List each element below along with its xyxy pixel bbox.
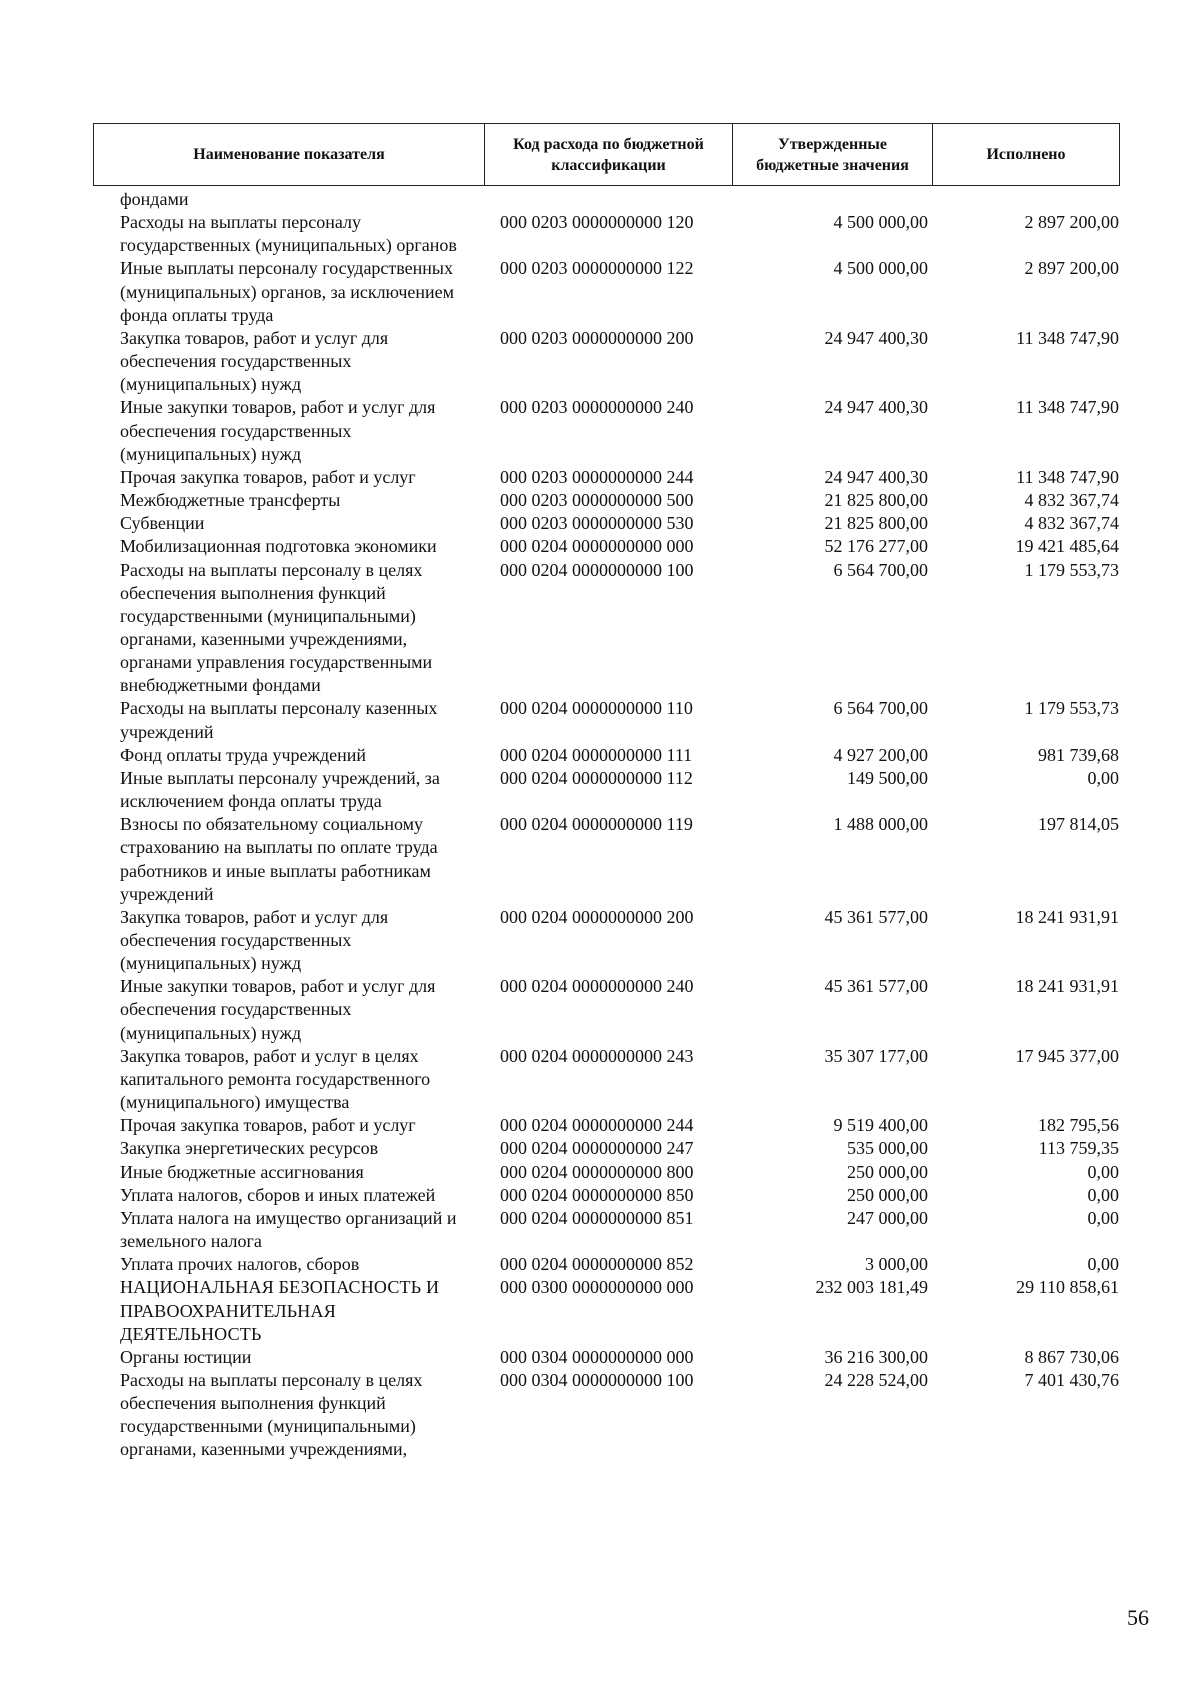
table-row	[0, 813, 1200, 906]
row-executed: 2 897 200,00	[1024, 212, 1119, 233]
table-row	[0, 211, 1200, 257]
table-body	[0, 188, 1200, 1462]
row-name: Прочая закупка товаров, работ и услуг	[120, 1115, 416, 1136]
row-name: Расходы на выплаты персоналу государственных (муниципальных) органов	[120, 212, 457, 256]
row-executed: 0,00	[1087, 1254, 1119, 1275]
table-row	[0, 744, 1200, 767]
page-number: 56	[1127, 1605, 1149, 1630]
table-row	[0, 512, 1200, 535]
row-approved: 6 564 700,00	[833, 698, 928, 719]
table-row	[0, 1276, 1200, 1345]
row-executed: 18 241 931,91	[1015, 906, 1119, 927]
row-name: Иные закупки товаров, работ и услуг для обеспечения государственных (муниципальных) нужд	[120, 397, 436, 464]
row-approved: 3 000,00	[865, 1254, 928, 1275]
row-name: НАЦИОНАЛЬНАЯ БЕЗОПАСНОСТЬ И ПРАВООХРАНИТЕЛЬНАЯ ДЕЯТЕЛЬНОСТЬ	[120, 1277, 440, 1344]
table-row	[0, 1207, 1200, 1253]
row-approved: 4 500 000,00	[833, 212, 928, 233]
row-executed: 0,00	[1087, 1184, 1119, 1205]
row-code: 000 0204 0000000000 119	[500, 814, 693, 835]
row-code: 000 0204 0000000000 850	[500, 1184, 694, 1205]
row-name: Расходы на выплаты персоналу казенных учреждений	[120, 698, 438, 742]
row-code: 000 0204 0000000000 000	[500, 536, 694, 557]
row-code: 000 0204 0000000000 852	[500, 1254, 694, 1275]
row-executed: 29 110 858,61	[1016, 1277, 1119, 1298]
table-header	[93, 123, 1120, 186]
row-name: Иные закупки товаров, работ и услуг для обеспечения государственных (муниципальных) нужд	[120, 976, 436, 1043]
row-name: Закупка товаров, работ и услуг в целях капитального ремонта государственного (муниципального) имущества	[120, 1045, 431, 1113]
row-executed: 0,00	[1087, 1161, 1119, 1182]
table-row	[0, 535, 1200, 558]
table-row	[0, 697, 1200, 743]
row-name: Уплата налога на имущество организаций и земельного налога	[120, 1207, 457, 1252]
row-name: Расходы на выплаты персоналу в целях обеспечения выполнения функций государственными (муниципальными) органами, казенными учреждениями,	[120, 1369, 423, 1460]
row-code: 000 0204 0000000000 110	[500, 698, 693, 719]
row-name: Иные бюджетные ассигнования	[120, 1161, 364, 1182]
row-name: Закупка энергетических ресурсов	[120, 1138, 379, 1159]
header-executed: Исполнено	[986, 146, 1066, 163]
table-row	[0, 975, 1200, 1044]
row-approved: 52 176 277,00	[824, 536, 928, 557]
row-name: Уплата прочих налогов, сборов	[120, 1254, 360, 1275]
table-row	[0, 466, 1200, 489]
row-name: Органы юстиции	[120, 1346, 252, 1367]
row-name: Взносы по обязательному социальному страхованию на выплаты по оплате труда работников и иные выплаты работникам учреждений	[120, 814, 438, 904]
row-approved: 232 003 181,49	[815, 1277, 928, 1298]
row-code: 000 0204 0000000000 100	[500, 559, 694, 580]
row-code: 000 0203 0000000000 120	[500, 212, 694, 233]
table-row	[0, 1253, 1200, 1276]
row-name: Мобилизационная подготовка экономики	[120, 536, 437, 557]
row-code: 000 0204 0000000000 243	[500, 1045, 694, 1066]
row-approved: 4 927 200,00	[833, 744, 928, 765]
row-approved: 4 500 000,00	[833, 258, 928, 279]
row-approved: 45 361 577,00	[824, 906, 928, 927]
row-approved: 21 825 800,00	[824, 490, 928, 511]
table-row	[0, 1045, 1200, 1114]
row-code: 000 0203 0000000000 530	[500, 513, 694, 534]
row-name: Прочая закупка товаров, работ и услуг	[120, 466, 416, 487]
row-approved: 149 500,00	[847, 767, 928, 788]
row-approved: 24 947 400,30	[824, 397, 928, 418]
row-approved: 24 947 400,30	[824, 466, 928, 487]
row-executed: 1 179 553,73	[1024, 559, 1119, 580]
row-executed: 11 348 747,90	[1016, 327, 1119, 348]
row-approved: 250 000,00	[847, 1161, 928, 1182]
row-approved: 250 000,00	[847, 1184, 928, 1205]
table-row	[0, 906, 1200, 975]
row-executed: 19 421 485,64	[1015, 536, 1119, 557]
row-code: 000 0204 0000000000 244	[500, 1115, 694, 1136]
row-executed: 0,00	[1087, 1207, 1119, 1228]
row-executed: 981 739,68	[1038, 744, 1119, 765]
row-name: Иные выплаты персоналу учреждений, за исключением фонда оплаты труда	[120, 767, 440, 812]
row-name: Иные выплаты персоналу государственных (муниципальных) органов, за исключением фонда оплаты труда	[120, 258, 455, 325]
row-name: фондами	[120, 189, 189, 209]
table-row	[0, 1161, 1200, 1184]
row-code: 000 0204 0000000000 112	[500, 767, 693, 788]
row-executed: 18 241 931,91	[1015, 976, 1119, 997]
row-name: Расходы на выплаты персоналу в целях обеспечения выполнения функций государственными (муниципальными) органами, казенными учреждениями, органами управления государственными внебюджетными фондами	[120, 559, 433, 696]
table-row	[0, 1114, 1200, 1137]
row-code: 000 0203 0000000000 122	[500, 258, 694, 279]
row-name: Субвенции	[120, 513, 205, 534]
row-code: 000 0204 0000000000 851	[500, 1207, 694, 1228]
row-executed: 113 759,35	[1038, 1138, 1119, 1159]
row-executed: 8 867 730,06	[1024, 1346, 1119, 1367]
row-executed: 4 832 367,74	[1024, 490, 1119, 511]
row-approved: 36 216 300,00	[824, 1346, 928, 1367]
row-executed: 2 897 200,00	[1024, 258, 1119, 279]
table-row	[0, 489, 1200, 512]
row-approved: 535 000,00	[847, 1138, 928, 1159]
row-approved: 21 825 800,00	[824, 513, 928, 534]
row-approved: 247 000,00	[847, 1207, 928, 1228]
row-approved: 35 307 177,00	[824, 1045, 928, 1066]
row-executed: 197 814,05	[1038, 814, 1119, 835]
row-code: 000 0204 0000000000 200	[500, 906, 694, 927]
table-row	[0, 559, 1200, 698]
table-row	[0, 257, 1200, 326]
row-executed: 17 945 377,00	[1015, 1045, 1119, 1066]
row-executed: 1 179 553,73	[1024, 698, 1119, 719]
row-name: Фонд оплаты труда учреждений	[120, 744, 366, 765]
row-executed: 11 348 747,90	[1016, 466, 1119, 487]
row-name: Уплата налогов, сборов и иных платежей	[120, 1184, 436, 1205]
row-name: Закупка товаров, работ и услуг для обеспечения государственных (муниципальных) нужд	[120, 906, 389, 974]
header-name: Наименование показателя	[94, 124, 485, 185]
table-row	[0, 1184, 1200, 1207]
table-row	[0, 767, 1200, 813]
table-row	[0, 396, 1200, 465]
table-row	[0, 327, 1200, 396]
row-executed: 4 832 367,74	[1024, 513, 1119, 534]
row-code: 000 0203 0000000000 240	[500, 397, 694, 418]
row-name: Закупка товаров, работ и услуг для обеспечения государственных (муниципальных) нужд	[120, 327, 389, 395]
table-row	[0, 188, 1200, 211]
row-approved: 9 519 400,00	[833, 1115, 928, 1136]
row-code: 000 0300 0000000000 000	[500, 1277, 694, 1298]
row-approved: 24 228 524,00	[824, 1369, 928, 1390]
row-code: 000 0204 0000000000 111	[500, 744, 693, 765]
row-code: 000 0304 0000000000 000	[500, 1346, 694, 1367]
header-approved: Утвержденные бюджетные значения	[733, 124, 933, 185]
row-code: 000 0204 0000000000 247	[500, 1138, 694, 1159]
row-approved: 6 564 700,00	[833, 559, 928, 580]
row-code: 000 0304 0000000000 100	[500, 1369, 694, 1390]
table-row	[0, 1346, 1200, 1369]
row-code: 000 0204 0000000000 240	[500, 976, 694, 997]
row-code: 000 0203 0000000000 500	[500, 490, 694, 511]
row-executed: 0,00	[1087, 767, 1119, 788]
table-row	[0, 1369, 1200, 1462]
row-code: 000 0204 0000000000 800	[500, 1161, 694, 1182]
row-name: Межбюджетные трансферты	[120, 490, 341, 511]
row-approved: 24 947 400,30	[824, 327, 928, 348]
row-executed: 182 795,56	[1038, 1115, 1119, 1136]
row-approved: 45 361 577,00	[824, 976, 928, 997]
row-code: 000 0203 0000000000 200	[500, 327, 694, 348]
header-code: Код расхода по бюджетной классификации	[485, 124, 733, 185]
row-executed: 11 348 747,90	[1016, 397, 1119, 418]
table-row	[0, 1137, 1200, 1160]
row-code: 000 0203 0000000000 244	[500, 466, 694, 487]
row-executed: 7 401 430,76	[1024, 1369, 1119, 1390]
row-approved: 1 488 000,00	[833, 814, 928, 835]
